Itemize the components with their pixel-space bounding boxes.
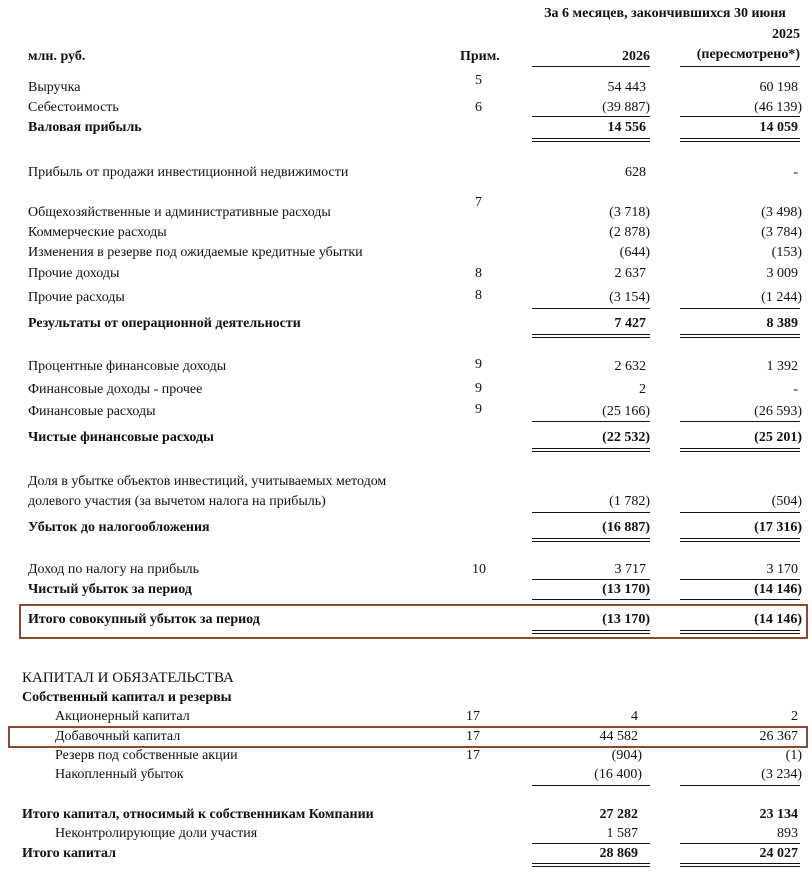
row-value-2025: (3 784) bbox=[761, 225, 802, 240]
row-label: Коммерческие расходы bbox=[28, 225, 167, 240]
rule bbox=[680, 512, 800, 513]
rule bbox=[532, 599, 650, 600]
rule bbox=[680, 116, 800, 117]
row-value-2026: 28 869 bbox=[599, 846, 638, 861]
row-note: 9 bbox=[475, 357, 482, 372]
row-value-2026: (13 170) bbox=[602, 612, 650, 627]
row-label: Итого капитал, относимый к собственникам Компании bbox=[22, 807, 374, 822]
row-value-2025: (14 146) bbox=[754, 612, 802, 627]
row-value-2026: (2 878) bbox=[609, 225, 650, 240]
row-label: Валовая прибыль bbox=[28, 120, 142, 135]
row-label: Резерв под собственные акции bbox=[55, 748, 238, 763]
row-note: 8 bbox=[475, 288, 482, 303]
rule bbox=[532, 538, 650, 539]
row-value-2025: 893 bbox=[777, 826, 798, 841]
rule bbox=[680, 141, 800, 142]
row-label: Накопленный убыток bbox=[55, 767, 184, 782]
row-value-2025: (46 139) bbox=[754, 100, 802, 115]
row-value-2026: (22 532) bbox=[602, 430, 650, 445]
row-value-2026: 14 556 bbox=[607, 120, 646, 135]
rule bbox=[532, 421, 650, 422]
row-value-2026: 2 632 bbox=[614, 359, 646, 374]
row-value-2026: (3 154) bbox=[609, 290, 650, 305]
rule bbox=[680, 863, 800, 864]
row-note: 17 bbox=[466, 709, 480, 724]
row-value-2025: 14 059 bbox=[759, 120, 798, 135]
row-label: Итого совокупный убыток за период bbox=[28, 612, 260, 627]
rule bbox=[680, 633, 800, 634]
row-value-2025: (504) bbox=[771, 494, 802, 509]
row-note: 17 bbox=[466, 729, 480, 744]
row-value-2026: 3 717 bbox=[614, 562, 646, 577]
row-value-2026: (644) bbox=[619, 245, 650, 260]
rule bbox=[532, 116, 650, 117]
row-value-2025: (26 593) bbox=[754, 404, 802, 419]
header-underline-2026 bbox=[532, 66, 650, 67]
row-label: Прочие доходы bbox=[28, 266, 120, 281]
row-value-2025: 1 392 bbox=[766, 359, 798, 374]
rule bbox=[532, 863, 650, 864]
row-label: Выручка bbox=[28, 80, 81, 95]
rule bbox=[680, 866, 800, 867]
row-label: Изменения в резерве под ожидаемые кредитные убытки bbox=[28, 245, 363, 260]
row-note: 9 bbox=[475, 381, 482, 396]
row-label: Общехозяйственные и административные расходы bbox=[28, 205, 331, 220]
row-value-2026: (1 782) bbox=[609, 494, 650, 509]
year-2025-header: 2025 bbox=[772, 27, 800, 42]
rule bbox=[680, 630, 800, 631]
row-value-2026: 1 587 bbox=[606, 826, 638, 841]
row-value-2026: 628 bbox=[625, 165, 646, 180]
row-label: Финансовые доходы - прочее bbox=[28, 382, 203, 397]
rule bbox=[532, 448, 650, 449]
row-value-2026: 7 427 bbox=[614, 316, 646, 331]
row-label: Прибыль от продажи инвестиционной недвижимости bbox=[28, 165, 349, 180]
row-value-2026: (3 718) bbox=[609, 205, 650, 220]
rule bbox=[680, 541, 800, 542]
row-value-2026: 2 bbox=[639, 382, 646, 397]
row-note: 17 bbox=[466, 748, 480, 763]
row-value-2025: - bbox=[793, 165, 798, 180]
rule bbox=[680, 538, 800, 539]
rule bbox=[532, 141, 650, 142]
row-label: Акционерный капитал bbox=[55, 709, 190, 724]
row-value-2026: 4 bbox=[631, 709, 638, 724]
row-value-2026: (904) bbox=[611, 748, 642, 763]
row-value-2025: (1) bbox=[785, 748, 802, 763]
row-label: Добавочный капитал bbox=[55, 729, 181, 744]
row-label-continued: долевого участия (за вычетом налога на прибыль) bbox=[28, 494, 326, 509]
row-value-2025: (1 244) bbox=[761, 290, 802, 305]
rule bbox=[680, 579, 800, 580]
row-value-2025: 3 009 bbox=[766, 266, 798, 281]
row-label: Финансовые расходы bbox=[28, 404, 156, 419]
row-value-2026: (16 887) bbox=[602, 520, 650, 535]
row-note: 9 bbox=[475, 402, 482, 417]
period-header: За 6 месяцев, закончившихся 30 июня bbox=[544, 6, 786, 21]
row-value-2025: (3 498) bbox=[761, 205, 802, 220]
row-value-2025: 2 bbox=[791, 709, 798, 724]
row-note: 5 bbox=[475, 73, 482, 88]
row-value-2025: 3 170 bbox=[766, 562, 798, 577]
header-underline-2025 bbox=[680, 66, 800, 67]
row-label: Доля в убытке объектов инвестиций, учитываемых методом bbox=[28, 474, 387, 489]
rule bbox=[680, 334, 800, 335]
rule bbox=[680, 599, 800, 600]
subsection-title: Собственный капитал и резервы bbox=[22, 690, 232, 705]
rule bbox=[532, 541, 650, 542]
rule bbox=[532, 138, 650, 139]
row-value-2025: 26 367 bbox=[759, 729, 798, 744]
year-2026-header: 2026 bbox=[622, 49, 650, 64]
row-value-2025: (14 146) bbox=[754, 582, 802, 597]
rule bbox=[680, 421, 800, 422]
row-value-2026: 27 282 bbox=[599, 807, 638, 822]
year-2025-note: (пересмотрено*) bbox=[696, 47, 800, 62]
row-label: Убыток до налогообложения bbox=[28, 520, 210, 535]
note-column-header: Прим. bbox=[460, 49, 500, 64]
rule bbox=[680, 843, 800, 844]
rule bbox=[680, 448, 800, 449]
row-note: 10 bbox=[472, 562, 486, 577]
row-value-2026: 44 582 bbox=[599, 729, 638, 744]
rule bbox=[532, 334, 650, 335]
row-label: Итого капитал bbox=[22, 846, 116, 861]
rule bbox=[532, 308, 650, 309]
row-value-2025: 8 389 bbox=[766, 316, 798, 331]
rule bbox=[532, 337, 650, 338]
row-value-2025: 23 134 bbox=[759, 807, 798, 822]
row-label: Прочие расходы bbox=[28, 290, 125, 305]
row-value-2025: 24 027 bbox=[759, 846, 798, 861]
section-title: КАПИТАЛ И ОБЯЗАТЕЛЬСТВА bbox=[22, 670, 234, 686]
row-note: 8 bbox=[475, 266, 482, 281]
rule bbox=[680, 308, 800, 309]
rule bbox=[532, 866, 650, 867]
row-label: Чистые финансовые расходы bbox=[28, 430, 214, 445]
row-value-2026: (16 400) bbox=[594, 767, 642, 782]
rule bbox=[532, 633, 650, 634]
unit-label: млн. руб. bbox=[28, 49, 86, 64]
rule bbox=[532, 451, 650, 452]
rule bbox=[532, 785, 650, 786]
rule bbox=[680, 138, 800, 139]
rule bbox=[680, 337, 800, 338]
row-label: Процентные финансовые доходы bbox=[28, 359, 227, 374]
rule bbox=[532, 630, 650, 631]
rule bbox=[532, 512, 650, 513]
row-label: Доход по налогу на прибыль bbox=[28, 562, 200, 577]
row-value-2025: (3 234) bbox=[761, 767, 802, 782]
row-label: Неконтролирующие доли участия bbox=[55, 826, 258, 841]
row-note: 6 bbox=[475, 100, 482, 115]
row-value-2025: 60 198 bbox=[759, 80, 798, 95]
rule bbox=[532, 843, 650, 844]
row-value-2025: - bbox=[793, 382, 798, 397]
row-value-2026: 2 637 bbox=[614, 266, 646, 281]
row-value-2025: (25 201) bbox=[754, 430, 802, 445]
row-label: Себестоимость bbox=[28, 100, 119, 115]
row-note: 7 bbox=[475, 195, 482, 210]
row-label: Результаты от операционной деятельности bbox=[28, 316, 301, 331]
row-value-2026: (39 887) bbox=[602, 100, 650, 115]
rule bbox=[680, 451, 800, 452]
row-value-2026: (13 170) bbox=[602, 582, 650, 597]
rule bbox=[680, 785, 800, 786]
row-value-2026: (25 166) bbox=[602, 404, 650, 419]
row-value-2025: (153) bbox=[771, 245, 802, 260]
row-label: Чистый убыток за период bbox=[28, 582, 192, 597]
row-value-2026: 54 443 bbox=[607, 80, 646, 95]
rule bbox=[532, 579, 650, 580]
row-value-2025: (17 316) bbox=[754, 520, 802, 535]
